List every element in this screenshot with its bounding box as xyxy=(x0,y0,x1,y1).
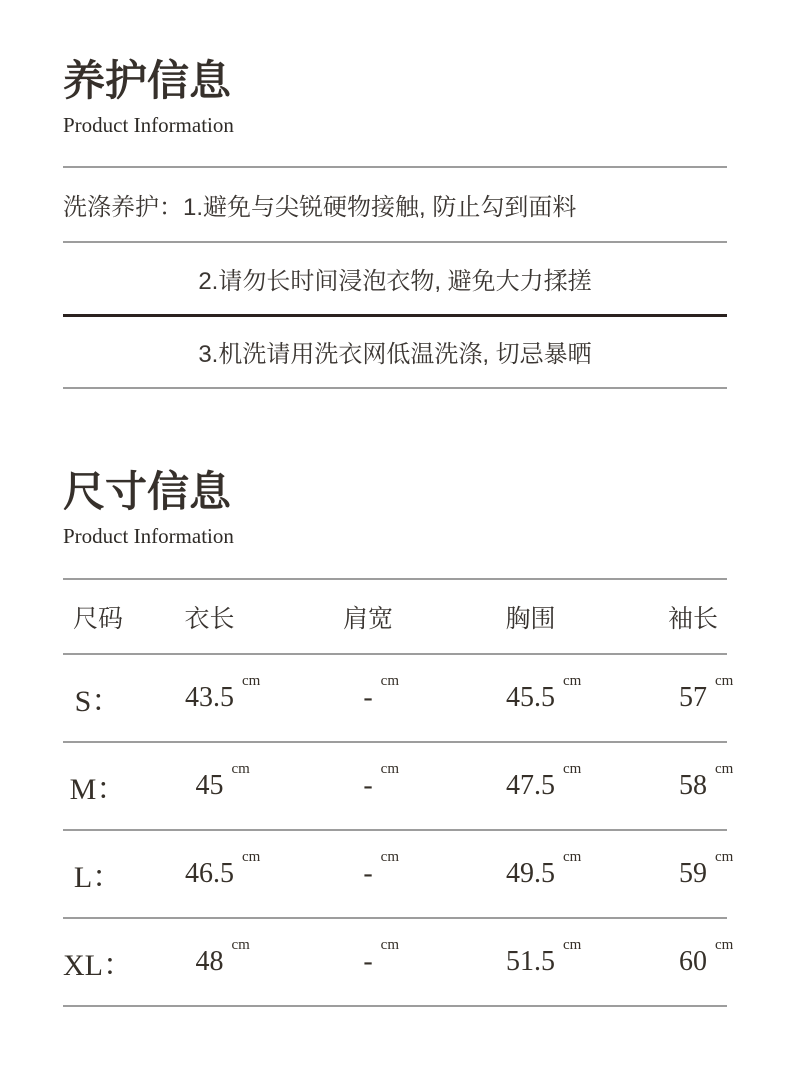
column-header-shoulder: 肩宽 xyxy=(342,604,393,633)
unit-label: cm xyxy=(380,937,399,954)
measurement-cell xyxy=(611,761,775,802)
care-instruction-row xyxy=(63,243,727,317)
care-label: 洗涤养护： xyxy=(63,193,183,221)
measurement-cell xyxy=(133,673,286,714)
unit-label: cm xyxy=(242,849,261,866)
sleeve-value: 57 xyxy=(679,682,707,714)
unit-label: cm xyxy=(380,849,399,866)
care-instruction-row xyxy=(63,168,727,243)
care-section xyxy=(63,58,727,389)
sleeve-value: 59 xyxy=(679,858,707,890)
care-instruction-text: 1.避免与尖锐硬物接触, 防止勾到面料 xyxy=(183,193,577,221)
sleeve-value: 60 xyxy=(679,946,707,978)
care-section-subtitle: Product Information xyxy=(63,113,234,138)
care-instruction-row xyxy=(63,317,727,389)
measurement-cell xyxy=(450,673,611,714)
measurement-cell xyxy=(450,937,611,978)
length-value: 43.5 xyxy=(185,682,234,714)
bust-value: 47.5 xyxy=(506,770,555,802)
shoulder-value: - xyxy=(363,770,373,802)
column-header-sleeve: 袖长 xyxy=(667,604,718,633)
shoulder-value: - xyxy=(363,858,373,890)
size-value: S： xyxy=(74,685,122,719)
measurement-cell xyxy=(450,849,611,890)
unit-label: cm xyxy=(563,673,582,690)
measurement-cell xyxy=(611,849,775,890)
measurement-cell xyxy=(133,849,286,890)
size-table-row xyxy=(63,655,734,743)
unit-label: cm xyxy=(715,849,734,866)
column-header-bust: 胸围 xyxy=(505,604,556,633)
bust-value: 45.5 xyxy=(506,682,555,714)
size-section-title: 尺寸信息 xyxy=(63,469,232,516)
care-instruction-text: 3.机洗请用洗衣网低温洗涤, 切忌暴晒 xyxy=(198,341,592,369)
size-value: L： xyxy=(73,861,123,895)
measurement-cell xyxy=(611,673,775,714)
sleeve-value: 58 xyxy=(679,770,707,802)
care-instruction-text: 2.请勿长时间浸泡衣物, 避免大力揉搓 xyxy=(198,267,592,295)
size-value: M： xyxy=(69,773,127,807)
size-table-row xyxy=(63,831,734,919)
size-table-row xyxy=(63,919,734,1007)
unit-label: cm xyxy=(715,761,734,778)
care-instructions-list xyxy=(63,166,727,389)
measurement-cell xyxy=(450,761,611,802)
care-section-title: 养护信息 xyxy=(63,59,232,105)
measurement-cell xyxy=(286,761,450,802)
measurement-cell xyxy=(286,937,450,978)
shoulder-value: - xyxy=(363,682,373,714)
measurement-cell xyxy=(611,937,775,978)
length-value: 46.5 xyxy=(185,858,234,890)
bust-value: 49.5 xyxy=(506,858,555,890)
unit-label: cm xyxy=(715,673,734,690)
size-table-row xyxy=(63,743,734,831)
unit-label: cm xyxy=(231,761,250,778)
unit-label: cm xyxy=(563,849,582,866)
measurement-cell xyxy=(286,673,450,714)
size-table-header xyxy=(63,580,727,655)
measurement-cell xyxy=(286,849,450,890)
measurement-cell xyxy=(133,937,286,978)
column-header-length: 衣长 xyxy=(184,604,235,633)
column-header-size: 尺码 xyxy=(72,604,123,633)
unit-label: cm xyxy=(563,937,582,954)
unit-label: cm xyxy=(715,937,734,954)
size-section-subtitle: Product Information xyxy=(63,523,234,548)
unit-label: cm xyxy=(380,761,399,778)
shoulder-value: - xyxy=(363,946,373,978)
size-value: XL： xyxy=(63,949,133,983)
measurement-cell xyxy=(133,761,286,802)
length-value: 48 xyxy=(195,946,224,978)
unit-label: cm xyxy=(242,673,261,690)
size-section xyxy=(63,469,734,1008)
bust-value: 51.5 xyxy=(506,946,555,978)
unit-label: cm xyxy=(380,673,399,690)
size-table xyxy=(63,578,734,1007)
unit-label: cm xyxy=(231,937,250,954)
length-value: 45 xyxy=(195,770,224,802)
unit-label: cm xyxy=(563,761,582,778)
